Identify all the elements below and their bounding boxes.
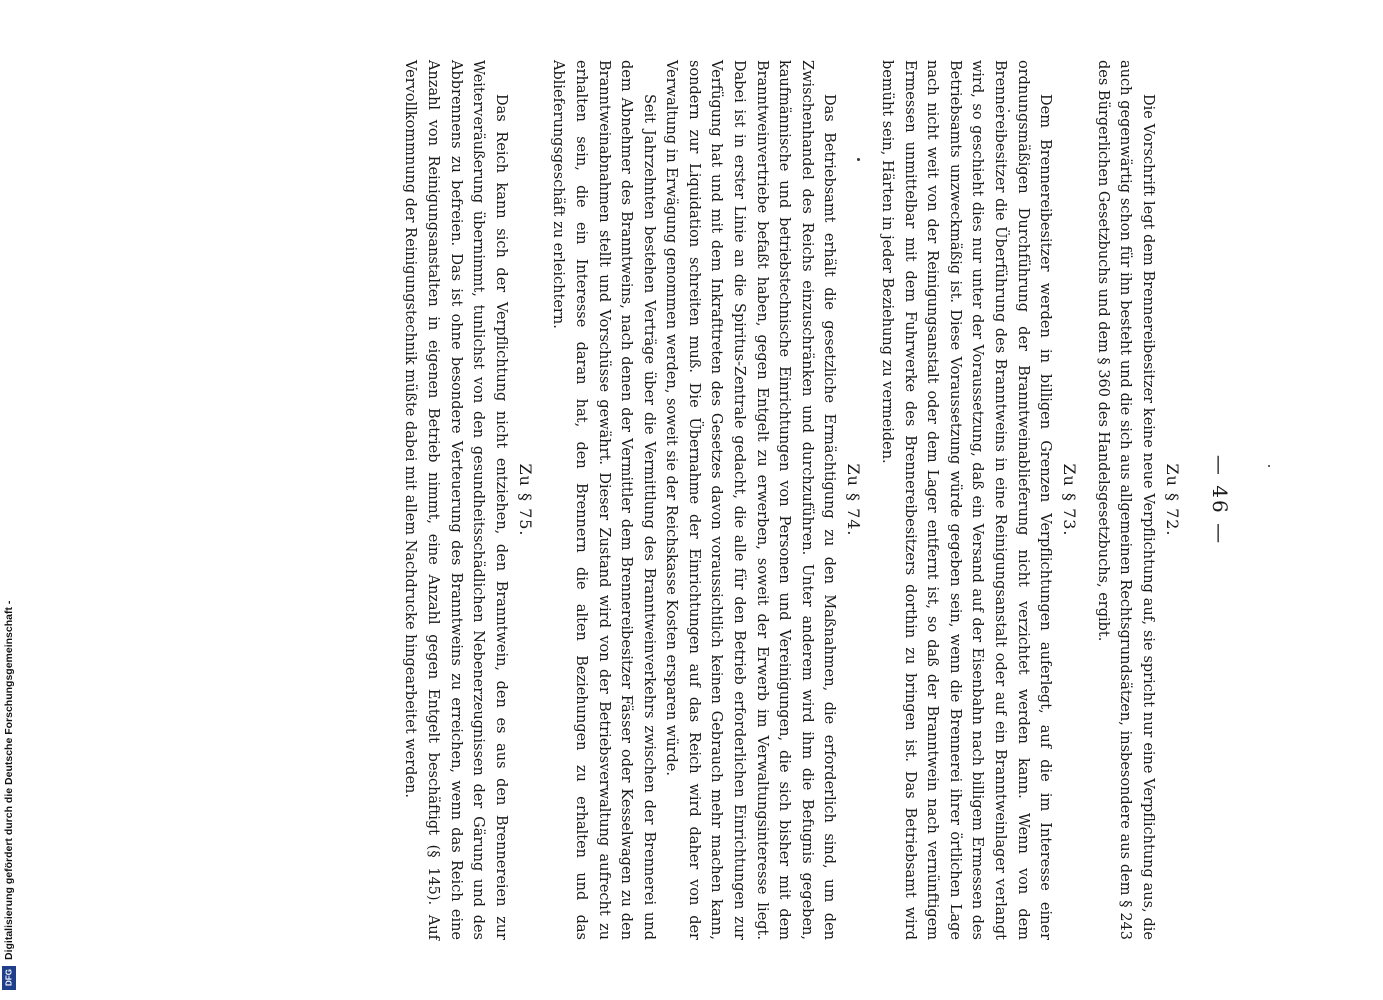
paragraph: Die Vorschrift legt dem Brennereibesitzer keine neue Verpflichtung auf, sie spricht nur eine Verpflichtung aus, die auch gegenwärtig schon für ihn besteht und die sich aus allgemeinen Rechtsgrundsätzen, insbesondere aus dem § 243 des Bürgerlichen Gesetzbuchs und dem § 360 des Handelsgesetzbuchs, ergibt. (1094, 60, 1156, 940)
section-74 (547, 60, 864, 940)
section-heading: Zu § 74. (844, 463, 864, 537)
rotated-document-page (130, 0, 1250, 1000)
credit-text: Digitalisierung gefördert durch die Deutsche Forschungsgemeinschaft - (3, 600, 15, 960)
section-heading: Zu § 73. (1060, 463, 1080, 537)
scan-speck (1268, 465, 1270, 467)
page-number: — 46 — (1208, 454, 1232, 546)
section-75 (399, 60, 535, 940)
paragraph: Das Reich kann sich der Verpflichtung nicht entziehen, den Branntwein, den es aus den Brennereien zur Weiterveräußerung übernimmt, tunlichst von den gesundheitsschädlichen Nebenerzeugnissen der Gärung und des Abbrennens zu befreien. Das ist ohne besondere Verteuerung des Branntweins zu erreichen, wenn das Reich eine Anzahl von Reinigungsanstalten in eigenen Betrieb nimmt, eine Anzahl gegen Entgelt beschäftigt (§ 145). Auf Vervollkommnung der Reinigungstechnik müßte dabei mit allem Nachdrucke hingearbeitet werden. (402, 60, 509, 940)
dfg-logo-text: DFG (4, 969, 14, 986)
section-72 (1091, 60, 1182, 940)
paragraph: Dem Brennereibesitzer werden in billigen Grenzen Verpflichtungen auferlegt, auf die im Interesse einer ordnungsmäßigen Durchführung der Branntweinablieferung nicht verzichtet werden kann. Wenn von dem Brennereibesitzer die Überführung des Branntweins in eine Reinigungsanstalt oder auf ein Branntweinlager verlangt wird, so geschieht dies nur unter der Voraussetzung, daß ein Versand auf der Eisenbahn nach billigem Ermessen des Betriebsamts unzweckmäßig ist. Diese Voraussetzung würde gegeben sein, wenn die Brennerei ihrer örtlichen Lage nach nicht weit von der Reinigungsanstalt oder dem Lager entfernt ist, so daß der Branntwein nach vernünftigem Ermessen unmittelbar mit dem Fuhrwerke des Brennereibesitzers dorthin zu bringen ist. Das Betriebsamt wird bemüht sein, Härten in jeder Beziehung zu vermeiden. (879, 60, 1054, 940)
dfg-logo (2, 966, 16, 990)
section-heading: Zu § 72. (1163, 463, 1182, 537)
paragraph: Seit Jahrzehnten bestehen Verträge über die Vermittlung des Branntweinverkehrs zwischen der Brennerei und dem Abnehmer des Branntweins, nach denen der Vermittler dem Brennereibesitzer Fässer oder Kesselwagen zu den Branntweinabnahmen stellt und Vorschüsse gewährt. Dieser Zustand wird von der Betriebsverwaltung aufrecht zu erhalten sein, die ein Interesse daran hat, den Brennern die alten Beziehungen zu erhalten und das Ablieferungsgeschäft zu erleichtern. (550, 60, 657, 940)
digitization-credit (2, 600, 16, 992)
document-body (387, 60, 1190, 940)
paragraph: Das Betriebsamt erhält die gesetzliche Ermächtigung zu den Maßnahmen, die erforderlich sind, um den Zwischenhandel des Reichs einzuschränken und durchzuführen. Unter anderem wird ihm die Befugnis gegeben, kaufmännische und betriebstechnische Einrichtungen von Personen und Vereinigungen, die sich bisher mit dem Branntweinvertriebe befaßt haben, gegen Entgelt zu erwerben, soweit der Erwerb im Verwaltungsinteresse liegt. Dabei ist in erster Linie an die Spiritus-Zentrale gedacht, die alle für den Betrieb erforderlichen Einrichtungen zur Verfügung hat und mit dem Inkrafttreten des Gesetzes davon voraussichtlich keinen Gebrauch mehr machen kann, sondern zur Liquidation schreiten muß. Die Übernahme der Einrichtungen auf das Reich wird daher von der Verwaltung in Erwägung genommen werden, soweit sie der Reichskasse Kosten ersparen würde. (663, 60, 838, 940)
section-heading: Zu § 75. (515, 463, 535, 537)
section-73 (875, 60, 1079, 940)
